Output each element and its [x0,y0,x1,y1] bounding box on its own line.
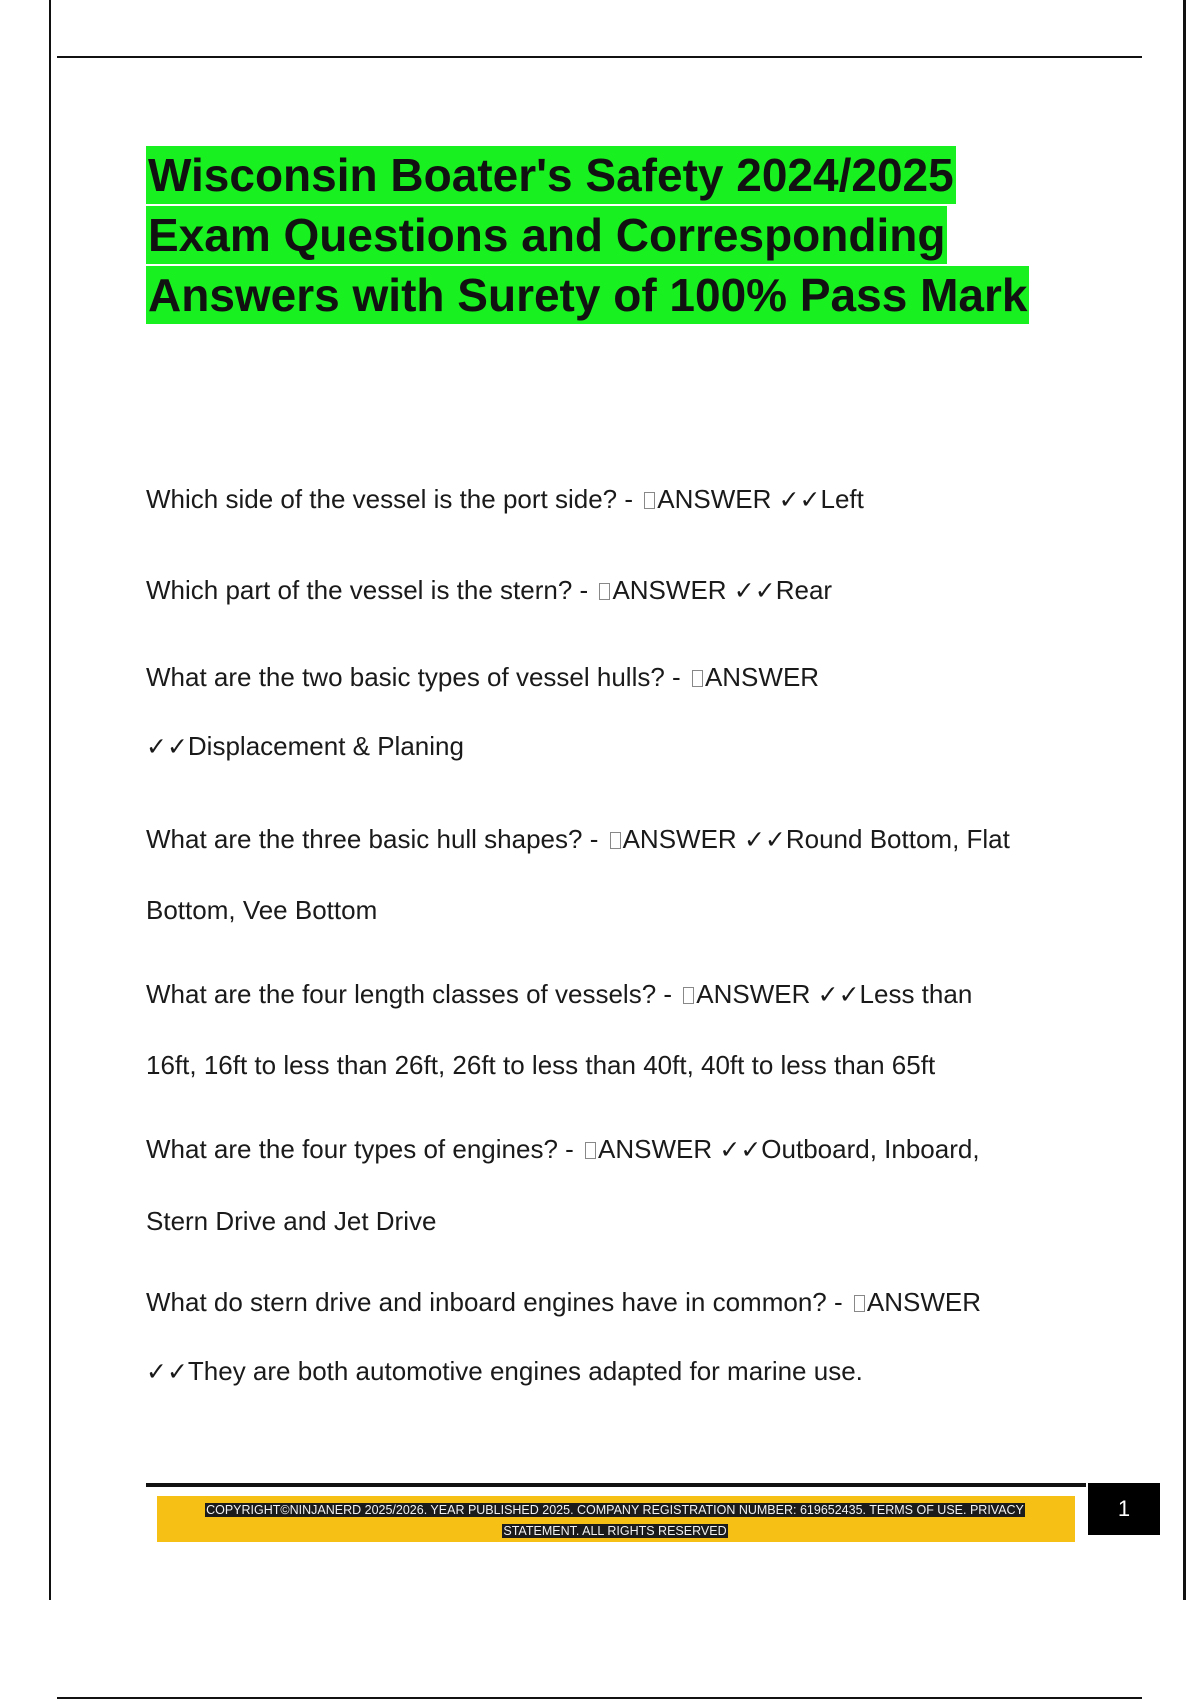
double-check-icon: ✓✓ [146,1357,188,1386]
footer-rule [146,1483,1086,1487]
qa-item-7-continued [146,1354,863,1389]
header-rule [57,56,1142,58]
title-line-3: Answers with Surety of 100% Pass Mark [146,266,1029,324]
footer-copyright-line-2: STATEMENT. ALL RIGHTS RESERVED [503,1524,727,1538]
answer-box-icon [854,1295,865,1312]
qa-item-7 [146,1285,981,1319]
document-title [146,146,1126,326]
answer-marker: ANSWER [612,575,727,605]
answer-marker: ANSWER [696,979,811,1009]
answer-text: Rear [775,575,833,605]
answer-marker: ANSWER [598,1134,713,1164]
answer-box-icon [644,492,655,509]
qa-item-4-continued [146,893,377,927]
double-check-icon: ✓✓ [743,825,786,854]
double-check-icon: ✓✓ [146,732,188,761]
answer-box-icon [610,832,621,849]
qa-item-3 [146,660,819,694]
answer-text: Round Bottom, Flat [785,824,1010,854]
question-text: What are the four types of engines? - [146,1134,574,1164]
answer-text: They are both automotive engines adapted for marine use. [187,1356,863,1386]
qa-item-3-continued [146,729,464,764]
page-border-right [1183,0,1186,1600]
answer-text: Bottom, Vee Bottom [146,895,378,925]
qa-item-1 [146,482,864,517]
qa-item-4 [146,822,1010,857]
answer-text: 16ft, 16ft to less than 26ft, 26ft to less than 40ft, 40ft to less than 65ft [146,1050,936,1080]
qa-item-5-continued [146,1048,935,1082]
answer-text: Displacement & Planing [187,731,464,761]
double-check-icon: ✓✓ [733,576,776,605]
answer-box-icon [599,583,610,600]
answer-marker: ANSWER [657,484,772,514]
answer-text: Less than [859,979,973,1009]
page-number: 1 [1088,1483,1160,1535]
double-check-icon: ✓✓ [719,1135,762,1164]
question-text: What are the three basic hull shapes? - [146,824,599,854]
question-text: What do stern drive and inboard engines have in common? - [146,1287,843,1317]
answer-box-icon [585,1142,596,1159]
footer-copyright [170,1500,1060,1542]
answer-text: Stern Drive and Jet Drive [146,1206,437,1236]
double-check-icon: ✓✓ [817,980,860,1009]
double-check-icon: ✓✓ [778,485,821,514]
title-line-1: Wisconsin Boater's Safety 2024/2025 [146,146,956,204]
qa-item-6 [146,1132,980,1167]
answer-box-icon [692,670,703,687]
footer-copyright-line-1: COPYRIGHT©NINJANERD 2025/2026. YEAR PUBLISHED 2025. COMPANY REGISTRATION NUMBER: 619652435. TERMS OF USE. PRIVACY [206,1503,1024,1517]
question-text: What are the two basic types of vessel hulls? - [146,662,681,692]
answer-marker: ANSWER [622,824,737,854]
qa-item-5 [146,977,972,1012]
qa-item-2 [146,573,832,608]
answer-box-icon [683,987,694,1004]
question-text: Which side of the vessel is the port side? - [146,484,634,514]
question-text: What are the four length classes of vessels? - [146,979,673,1009]
page-border-left [49,0,51,1600]
question-text: Which part of the vessel is the stern? - [146,575,589,605]
qa-item-6-continued [146,1204,436,1238]
answer-marker: ANSWER [866,1287,981,1317]
answer-text: Outboard, Inboard, [761,1134,980,1164]
next-page-rule [57,1697,1142,1699]
answer-text: Left [820,484,864,514]
answer-marker: ANSWER [704,662,820,692]
title-line-2: Exam Questions and Corresponding [146,206,947,264]
